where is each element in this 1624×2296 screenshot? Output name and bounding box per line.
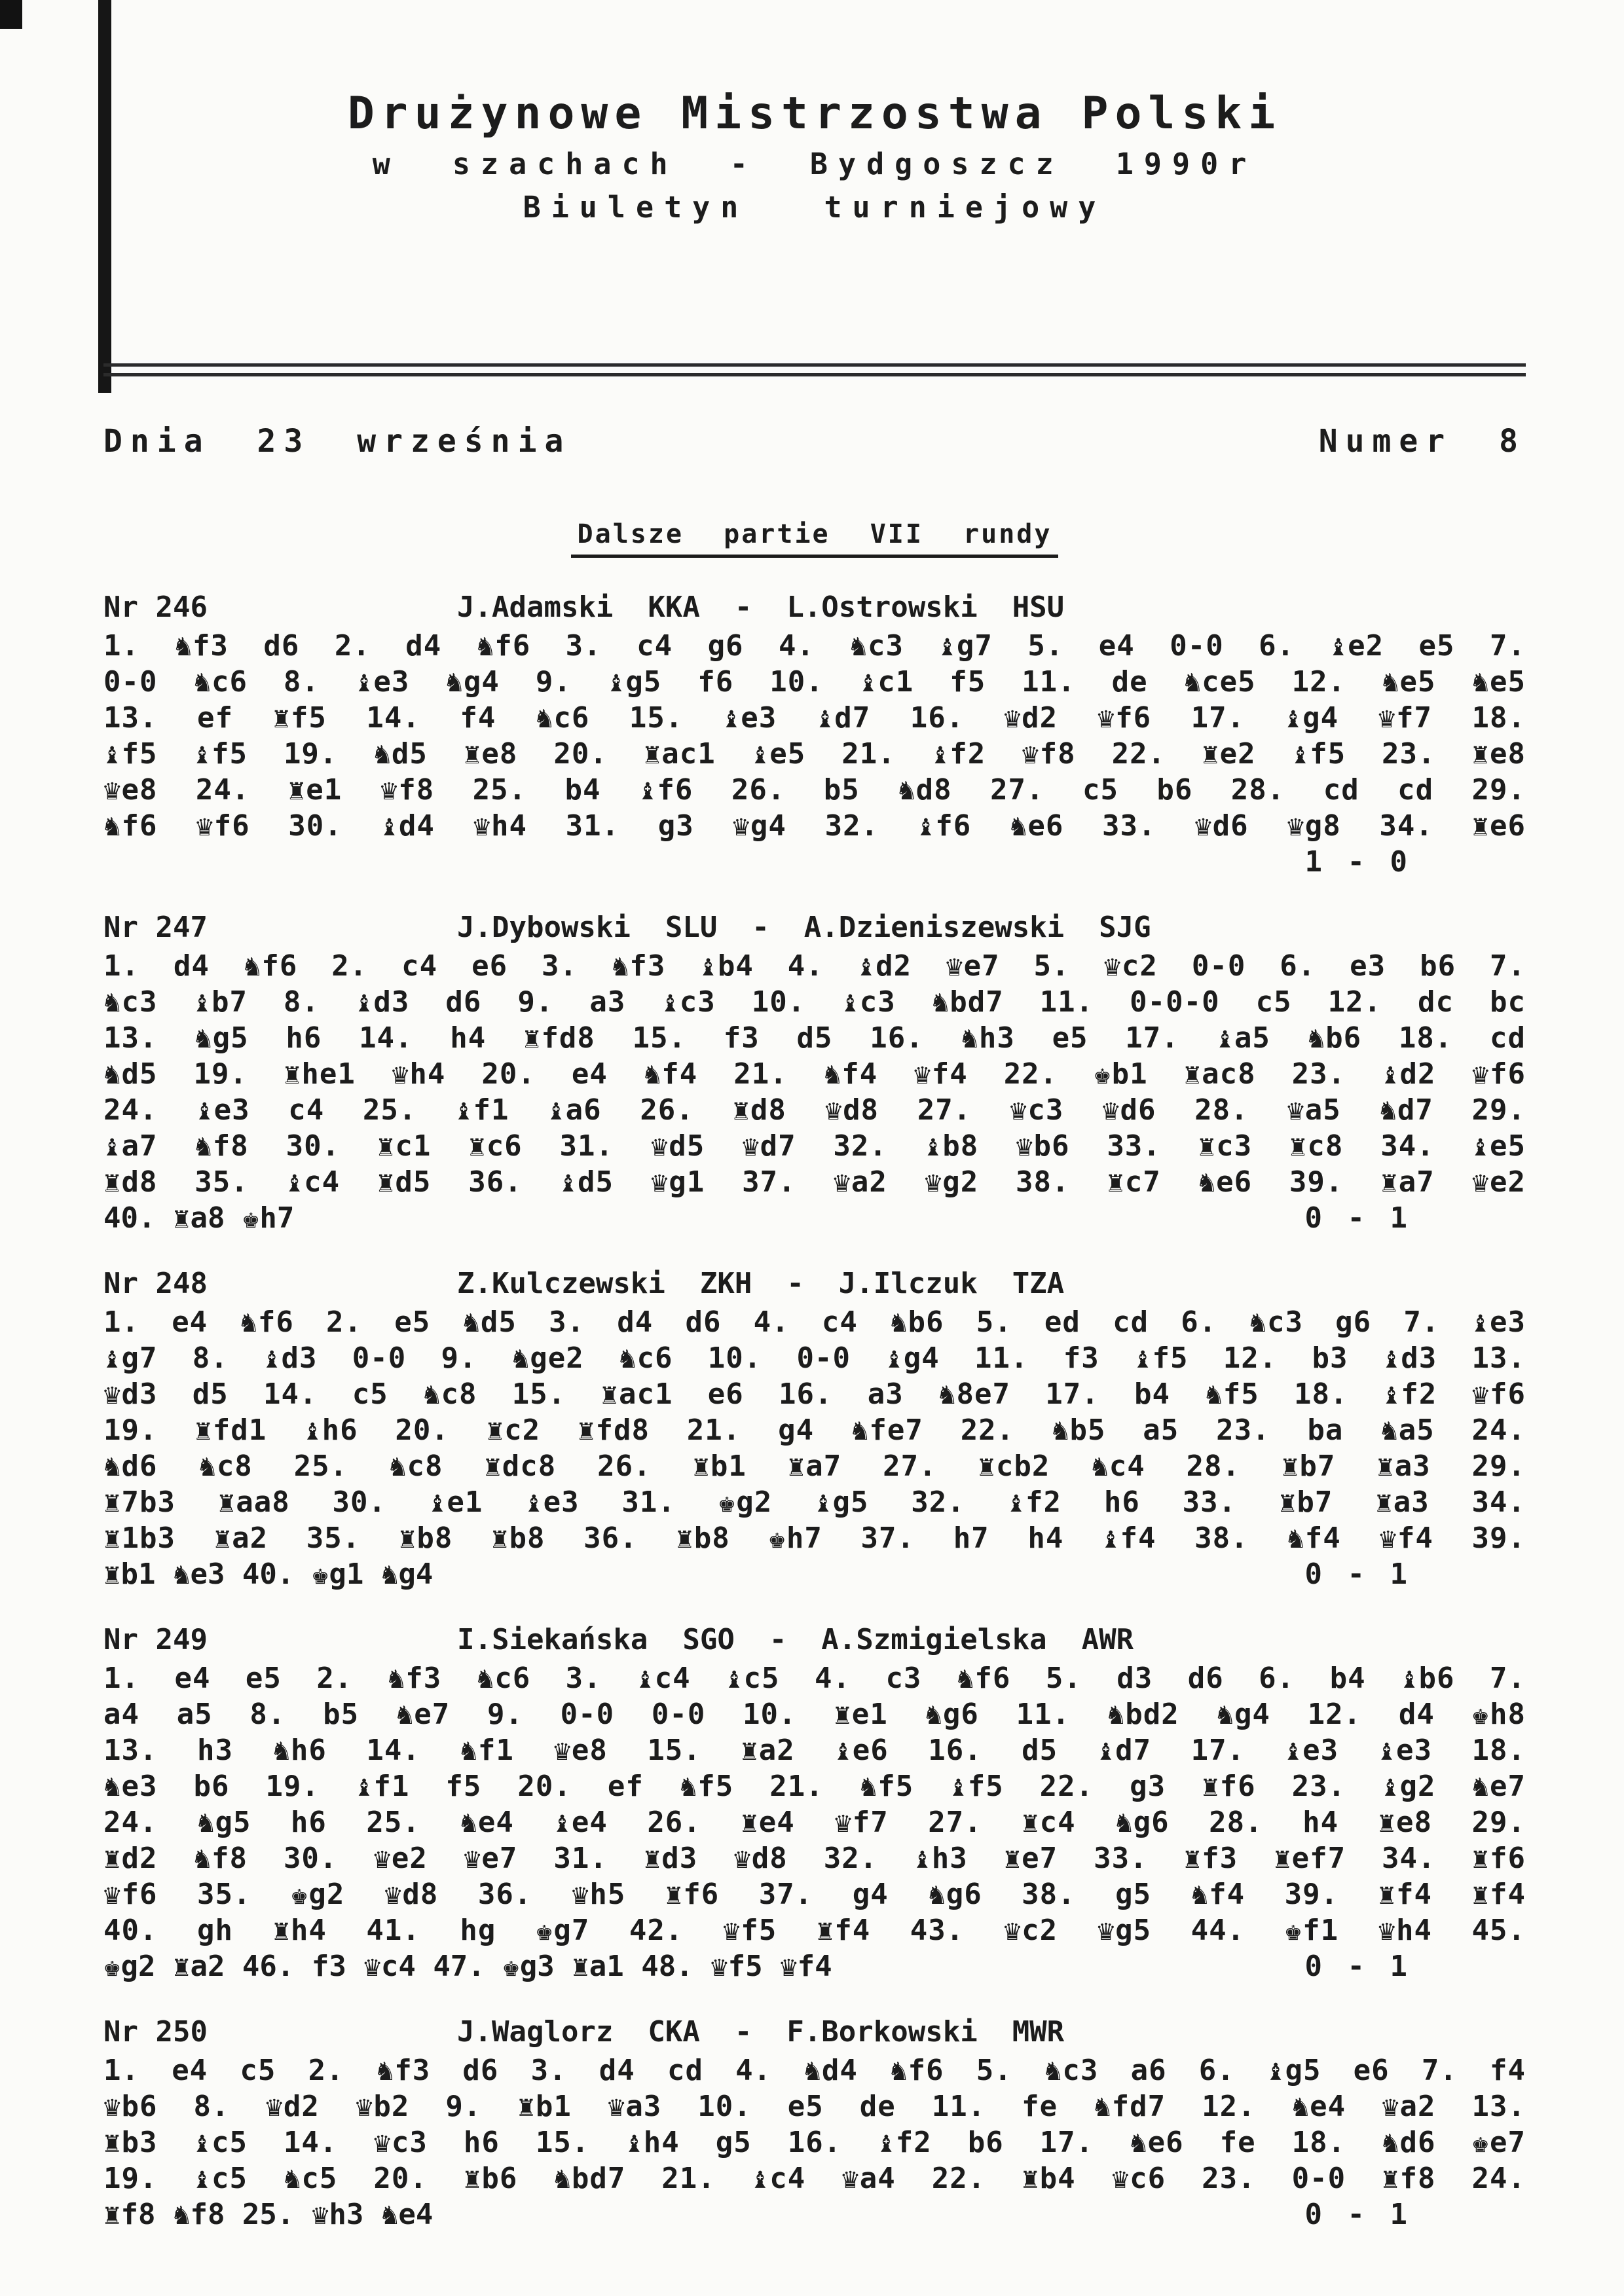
- moves-line: ♛e8 24. ♜e1 ♛f8 25. b4 ♝f6 26. b5 ♞d8 27. c5 b6 28. cd cd 29.: [103, 773, 1526, 807]
- moves-line: 1. e4 e5 2. ♞f3 ♞c6 3. ♝c4 ♝c5 4. c3 ♞f6 5. d3 d6 6. b4 ♝b6 7.: [103, 1662, 1526, 1695]
- moves-line: ♝g7 8. ♝d3 0-0 9. ♞ge2 ♞c6 10. 0-0 ♝g4 11. f3 ♝f5 12. b3 ♝d3 13.: [103, 1341, 1526, 1375]
- double-rule: [103, 363, 1526, 376]
- moves-line: ♜f8 ♞f8 25. ♛h3 ♞e4: [103, 2198, 434, 2231]
- games: [103, 589, 1526, 2232]
- game-result: 1 - 0: [1304, 845, 1411, 879]
- game-block: [103, 1266, 1526, 1592]
- moves-line: ♞f6 ♛f6 30. ♝d4 ♛h4 31. g3 ♛g4 32. ♝f6 ♞e6 33. ♛d6 ♛g8 34. ♜e6: [103, 809, 1526, 843]
- moves-line: 13. h3 ♞h6 14. ♞f1 ♛e8 15. ♜a2 ♝e6 16. d5 ♝d7 17. ♝e3 ♝e3 18.: [103, 1734, 1526, 1767]
- moves-line: ♜b1 ♞e3 40. ♚g1 ♞g4: [103, 1558, 434, 1591]
- game-players: Z.Kulczewski ZKH - J.Ilczuk TZA: [457, 1267, 1065, 1300]
- moves-line: 40. ♜a8 ♚h7: [103, 1201, 295, 1235]
- moves-line: 40. gh ♜h4 41. hg ♚g7 42. ♛f5 ♜f4 43. ♛c2 ♛g5 44. ♚f1 ♛h4 45.: [103, 1914, 1526, 1947]
- moves-line: 0-0 ♞c6 8. ♝e3 ♞g4 9. ♝g5 f6 10. ♝c1 f5 11. de ♞ce5 12. ♞e5 ♞e5: [103, 665, 1526, 699]
- game-number: Nr 250: [103, 2015, 208, 2049]
- moves-line: 24. ♝e3 c4 25. ♝f1 ♝a6 26. ♜d8 ♛d8 27. ♛c3 ♛d6 28. ♛a5 ♞d7 29.: [103, 1093, 1526, 1127]
- moves-tail-row: [103, 844, 1526, 880]
- game-number: Nr 246: [103, 591, 208, 624]
- moves-line: ♚g2 ♜a2 46. f3 ♛c4 47. ♚g3 ♜a1 48. ♛f5 ♛f4: [103, 1950, 832, 1983]
- moves-tail-row: [103, 1556, 1526, 1592]
- game-header-row: [103, 1266, 1526, 1302]
- moves-line: 24. ♞g5 h6 25. ♞e4 ♝e4 26. ♜e4 ♛f7 27. ♜c4 ♞g6 28. h4 ♜e8 29.: [103, 1806, 1526, 1839]
- game-number: Nr 247: [103, 911, 208, 944]
- game-result: 0 - 1: [1304, 1201, 1411, 1235]
- issue-number: Numer 8: [1318, 423, 1526, 460]
- moves-line: 13. ♞g5 h6 14. h4 ♜fd8 15. f3 d5 16. ♞h3 e5 17. ♝a5 ♞b6 18. cd: [103, 1021, 1526, 1055]
- moves-line: ♜d2 ♞f8 30. ♛e2 ♛e7 31. ♜d3 ♛d8 32. ♝h3 ♜e7 33. ♜f3 ♜ef7 34. ♜f6: [103, 1842, 1526, 1875]
- game-result: 0 - 1: [1304, 2198, 1411, 2231]
- page-title: Drużynowe Mistrzostwa Polski: [347, 88, 1282, 139]
- moves-line: ♞d5 19. ♜he1 ♛h4 20. e4 ♞f4 21. ♞f4 ♛f4 22. ♚b1 ♜ac8 23. ♝d2 ♛f6: [103, 1057, 1526, 1091]
- moves-line: 19. ♜fd1 ♝h6 20. ♜c2 ♜fd8 21. g4 ♞fe7 22. ♞b5 a5 23. ba ♞a5 24.: [103, 1413, 1526, 1447]
- moves-tail-row: [103, 1200, 1526, 1236]
- game-header-row: [103, 589, 1526, 625]
- moves-line: a4 a5 8. b5 ♞e7 9. 0-0 0-0 10. ♜e1 ♞g6 11. ♞bd2 ♞g4 12. d4 ♚h8: [103, 1698, 1526, 1731]
- moves-tail-row: [103, 2196, 1526, 2232]
- game-number: Nr 249: [103, 1623, 208, 1656]
- game-players: J.Dybowski SLU - A.Dzieniszewski SJG: [457, 911, 1151, 944]
- game-players: I.Siekańska SGO - A.Szmigielska AWR: [457, 1623, 1134, 1656]
- moves-line: 1. ♞f3 d6 2. d4 ♞f6 3. c4 g6 4. ♞c3 ♝g7 5. e4 0-0 6. ♝e2 e5 7.: [103, 629, 1526, 663]
- page-subtitle-2: Biuletyn turniejowy: [523, 190, 1107, 225]
- moves-line: ♛d3 d5 14. c5 ♞c8 15. ♜ac1 e6 16. a3 ♞8e7 17. b4 ♞f5 18. ♝f2 ♛f6: [103, 1377, 1526, 1411]
- date-issue-row: [103, 422, 1526, 460]
- game-players: J.Waglorz CKA - F.Borkowski MWR: [457, 2015, 1065, 2049]
- page-subtitle: w szachach - Bydgoszcz 1990r: [372, 147, 1257, 181]
- moves-line: ♜b3 ♝c5 14. ♛c3 h6 15. ♝h4 g5 16. ♝f2 b6 17. ♞e6 fe 18. ♞d6 ♚e7: [103, 2126, 1526, 2159]
- game-header-row: [103, 909, 1526, 945]
- moves-tail-row: [103, 1948, 1526, 1984]
- moves-line: ♛f6 35. ♚g2 ♛d8 36. ♛h5 ♜f6 37. g4 ♞g6 38. g5 ♞f4 39. ♜f4 ♜f4: [103, 1878, 1526, 1911]
- moves-line: ♜1b3 ♜a2 35. ♜b8 ♜b8 36. ♜b8 ♚h7 37. h7 h4 ♝f4 38. ♞f4 ♛f4 39.: [103, 1522, 1526, 1555]
- moves-line: ♝f5 ♝f5 19. ♞d5 ♜e8 20. ♜ac1 ♝e5 21. ♝f2 ♛f8 22. ♜e2 ♝f5 23. ♜e8: [103, 737, 1526, 771]
- moves-line: 1. d4 ♞f6 2. c4 e6 3. ♞f3 ♝b4 4. ♝d2 ♛e7 5. ♛c2 0-0 6. e3 b6 7.: [103, 949, 1526, 983]
- date-label: Dnia 23 września: [103, 423, 572, 460]
- game-header-row: [103, 1622, 1526, 1658]
- moves-line: 1. e4 ♞f6 2. e5 ♞d5 3. d4 d6 4. c4 ♞b6 5. ed cd 6. ♞c3 g6 7. ♝e3: [103, 1305, 1526, 1339]
- game-result: 0 - 1: [1304, 1950, 1411, 1983]
- moves-line: ♞e3 b6 19. ♝f1 f5 20. ef ♞f5 21. ♞f5 ♝f5 22. g3 ♜f6 23. ♝g2 ♞e7: [103, 1770, 1526, 1803]
- moves-line: ♞d6 ♞c8 25. ♞c8 ♜dc8 26. ♜b1 ♜a7 27. ♜cb2 ♞c4 28. ♜b7 ♜a3 29.: [103, 1449, 1526, 1483]
- game-block: [103, 589, 1526, 880]
- game-block: [103, 1622, 1526, 1984]
- moves-line: ♛b6 8. ♛d2 ♛b2 9. ♜b1 ♛a3 10. e5 de 11. fe ♞fd7 12. ♞e4 ♛a2 13.: [103, 2090, 1526, 2123]
- game-players: J.Adamski KKA - L.Ostrowski HSU: [457, 591, 1065, 624]
- section-heading-row: [103, 519, 1526, 558]
- moves-line: 13. ef ♜f5 14. f4 ♞c6 15. ♝e3 ♝d7 16. ♛d2 ♛f6 17. ♝g4 ♛f7 18.: [103, 701, 1526, 735]
- moves-line: 1. e4 c5 2. ♞f3 d6 3. d4 cd 4. ♞d4 ♞f6 5. ♞c3 a6 6. ♝g5 e6 7. f4: [103, 2054, 1526, 2087]
- moves-line: ♜d8 35. ♝c4 ♜d5 36. ♝d5 ♛g1 37. ♛a2 ♛g2 38. ♜c7 ♞e6 39. ♜a7 ♛e2: [103, 1165, 1526, 1199]
- moves-line: ♝a7 ♞f8 30. ♜c1 ♜c6 31. ♛d5 ♛d7 32. ♝b8 ♛b6 33. ♜c3 ♜c8 34. ♝e5: [103, 1129, 1526, 1163]
- section-heading: Dalsze partie VII rundy: [571, 519, 1059, 558]
- game-block: [103, 2014, 1526, 2232]
- moves-line: ♞c3 ♝b7 8. ♝d3 d6 9. a3 ♝c3 10. ♝c3 ♞bd7 11. 0-0-0 c5 12. dc bc: [103, 985, 1526, 1019]
- moves-line: ♜7b3 ♜aa8 30. ♝e1 ♝e3 31. ♚g2 ♝g5 32. ♝f2 h6 33. ♜b7 ♜a3 34.: [103, 1485, 1526, 1519]
- moves-line: 19. ♝c5 ♞c5 20. ♜b6 ♞bd7 21. ♝c4 ♛a4 22. ♜b4 ♛c6 23. 0-0 ♜f8 24.: [103, 2162, 1526, 2195]
- game-number: Nr 248: [103, 1267, 208, 1300]
- game-header-row: [103, 2014, 1526, 2050]
- game-result: 0 - 1: [1304, 1558, 1411, 1591]
- game-block: [103, 909, 1526, 1236]
